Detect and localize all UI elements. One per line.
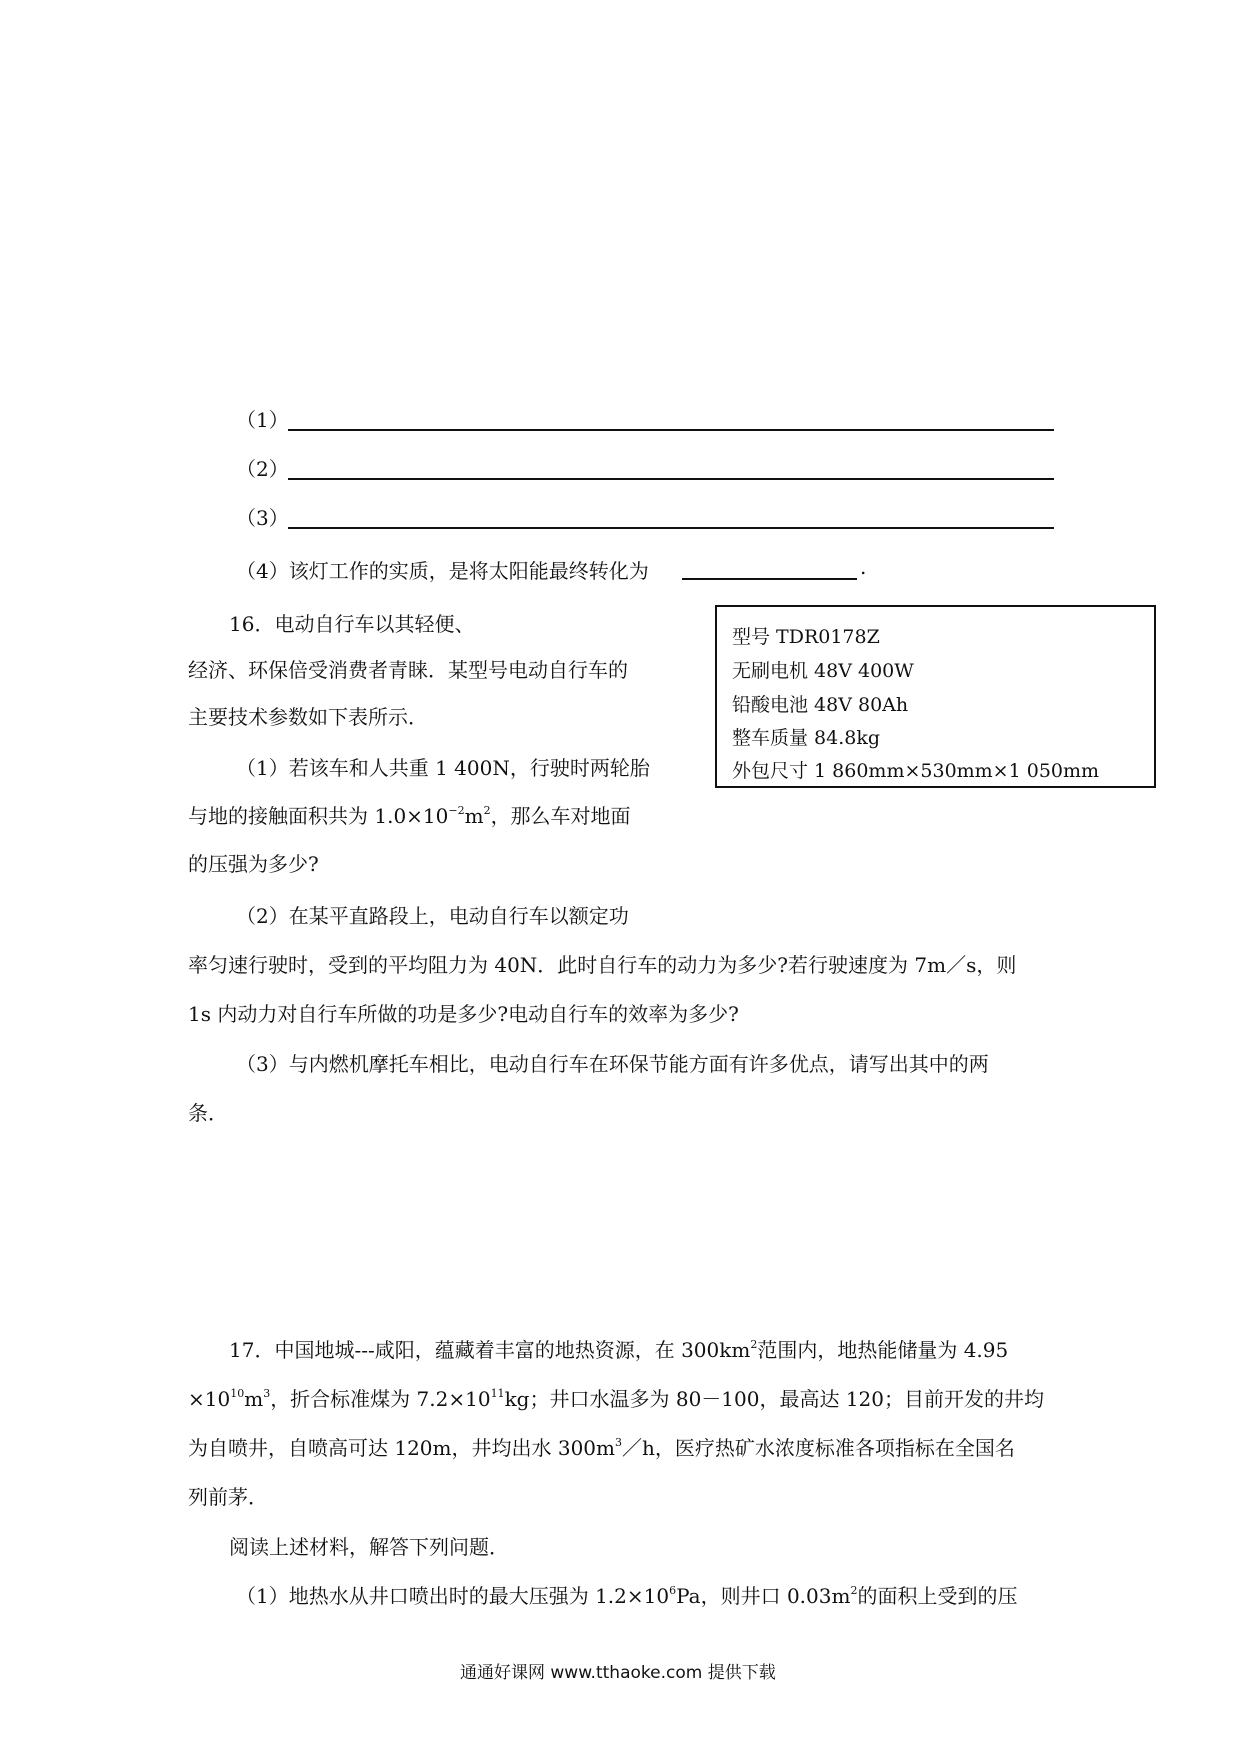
q16-p2-line2: 率匀速行驶时，受到的平均阻力为 40N．此时自行车的动力为多少?若行驶速度为 7m／s，则 xyxy=(188,953,1017,977)
spec-row: 铅酸电池 48V 80Ah xyxy=(732,694,909,716)
q17-p1: （1）地热水从井口喷出时的最大压强为 $1.2\times 10^6Pa$，则井口 $0.03m^2$的面积上受到的压 xyxy=(236,1584,1018,1608)
spec-row: 整车质量 84.8kg xyxy=(732,727,881,749)
answer-line-3 xyxy=(288,527,1054,529)
spec-row: 无刷电机 48V 400W xyxy=(732,660,914,682)
q16-p2-line3: 1s 内动力对自行车所做的功是多少?电动自行车的效率为多少? xyxy=(188,1002,739,1026)
q16-p3-line1: （3）与内燃机摩托车相比，电动自行车在环保节能方面有许多优点，请写出其中的两 xyxy=(236,1052,989,1076)
q16-p3-line2: 条． xyxy=(188,1101,228,1125)
q17-read-instruction: 阅读上述材料，解答下列问题． xyxy=(229,1535,509,1559)
q17-line4: 列前茅． xyxy=(188,1485,268,1509)
q16-intro-line1: 16．电动自行车以其轻便、 xyxy=(229,612,475,636)
q16-p1-line3: 的压强为多少? xyxy=(188,852,319,876)
answer-line-2 xyxy=(288,478,1054,480)
answer-line-4 xyxy=(682,578,857,580)
q16-p1-line1: （1）若该车和人共重 1 400N，行驶时两轮胎 xyxy=(236,756,650,780)
q15-item1-label: （1） xyxy=(236,408,289,432)
q16-intro-line2: 经济、环保倍受消费者青睐．某型号电动自行车的 xyxy=(188,658,628,682)
q16-p1-line2: 与地的接触面积共为 $1.0\times 10^{-2}m^2$，那么车对地面 xyxy=(188,804,631,828)
spec-row: 型号 TDR0178Z xyxy=(732,626,880,648)
q15-item4-end: . xyxy=(860,555,867,579)
q15-item3-label: （3） xyxy=(236,506,289,530)
answer-line-1 xyxy=(288,429,1054,431)
spec-row: 外包尺寸 1 860mm×530mm×1 050mm xyxy=(732,760,1100,782)
q17-line2: $\times 10^{10}m^3$，折合标准煤为 $7.2\times 10^{11}kg$；井口水温多为 80－100，最高达 120；目前开发的井均 xyxy=(188,1387,1044,1411)
q16-intro-line3: 主要技术参数如下表所示． xyxy=(188,705,428,729)
q17-line1: 17．中国地城---咸阳，蕴藏着丰富的地热资源，在 $300km^2$范围内，地热能储量为 4.95 xyxy=(229,1338,1009,1362)
q15-item4-text: （4）该灯工作的实质，是将太阳能最终转化为 xyxy=(236,559,649,583)
spec-table xyxy=(715,605,1156,788)
q16-p2-line1: （2）在某平直路段上，电动自行车以额定功 xyxy=(236,904,629,928)
page-footer: 通通好课网 www.tthaoke.com 提供下载 xyxy=(460,1663,776,1683)
q15-item2-label: （2） xyxy=(236,457,289,481)
q17-line3: 为自喷井，自喷高可达 120m，井均出水 $300m^3/h$，医疗热矿水浓度标准各项指标在全国名 xyxy=(188,1436,1015,1460)
